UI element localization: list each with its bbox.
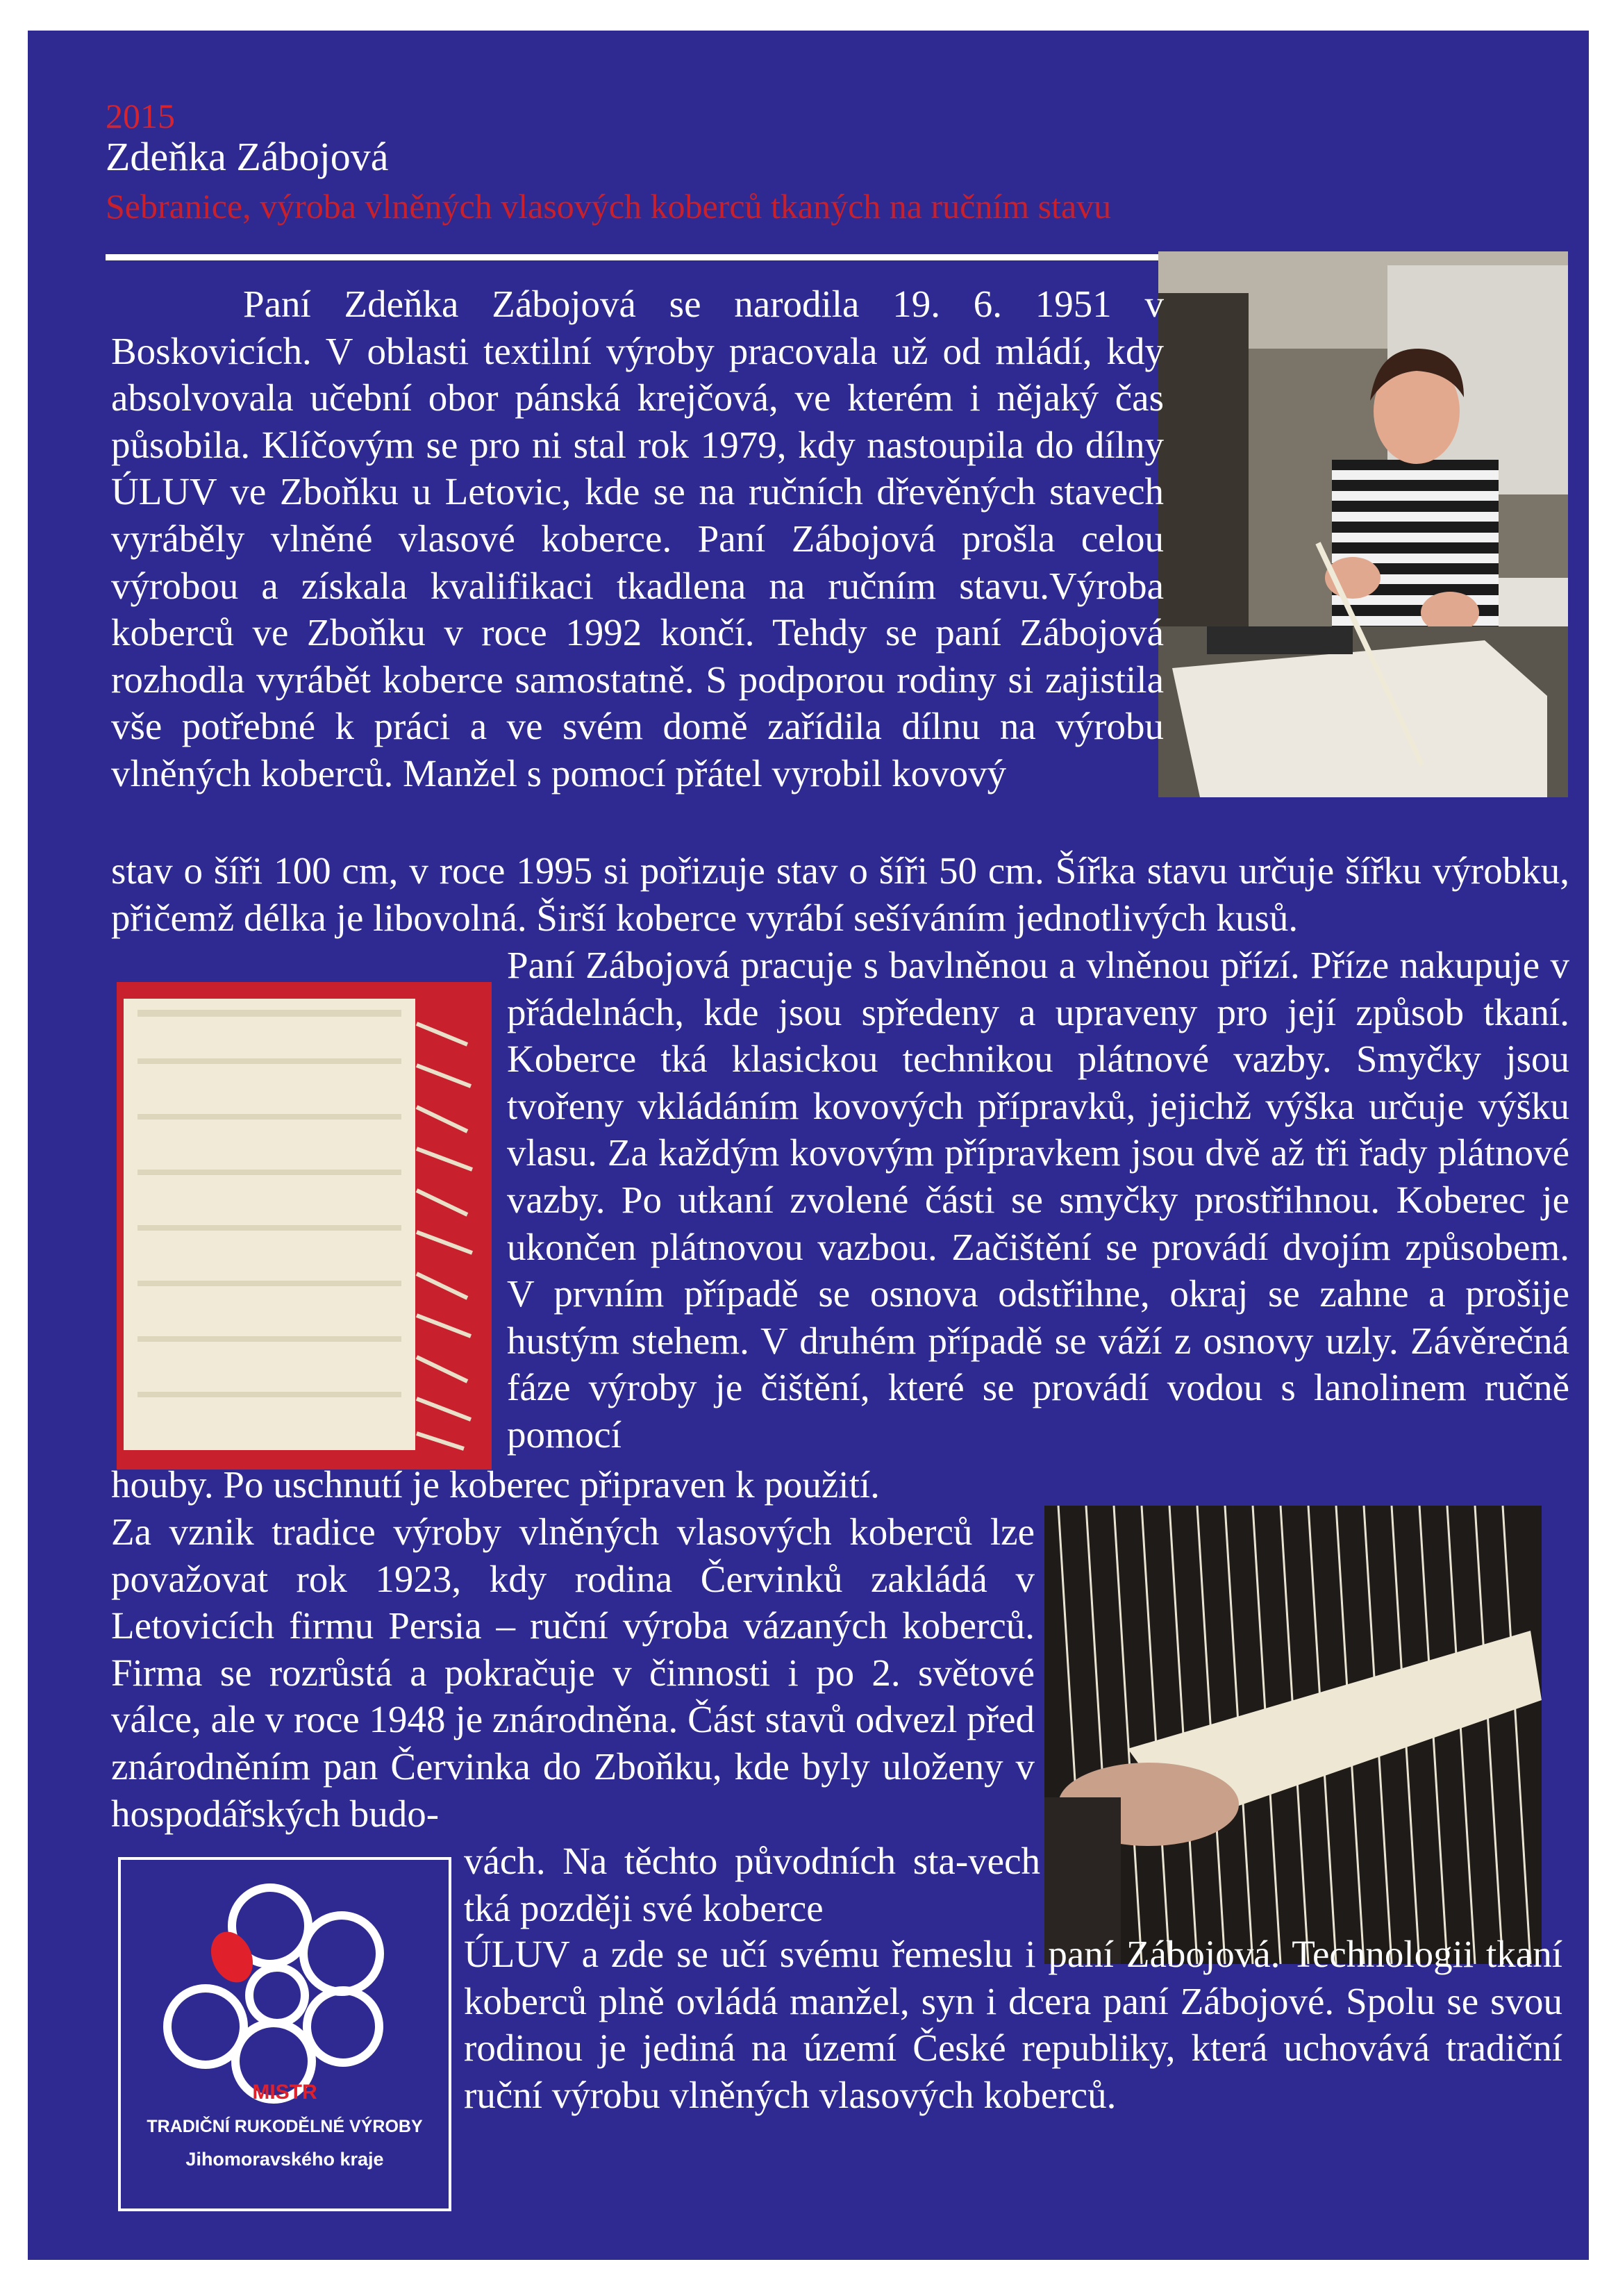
year-label: 2015 [106,97,175,135]
logo-title: MISTR [252,2081,317,2104]
portrait-photo [1158,251,1568,797]
carpet-photo [117,982,492,1470]
paragraph-loom-width: stav o šíři 100 cm, v roce 1995 si pořizuje stav o šíři 50 cm. Šířka stavu určuje šířku výrobku, přičemž délka je libovolná. Širší koberce vyrábí sešíváním jednotlivých kusů. [111,849,1569,939]
logo-line-3: Jihomoravského kraje [185,2149,384,2170]
paragraph-intro: Paní Zdeňka Zábojová se narodila 19. 6. 1951 v Boskovicích. V oblasti textilní výroby pracovala už od mládí, kdy absolvovala učební obor pánská krejčová, ve kterém i nějaký čas působila. Klíčovým se pro ni stal rok 1979, kdy nastoupila do dílny ÚLUV ve Zboňku u Letovic, kde se na ručních dřevěných stavech vyráběly vlněné vlasové koberce. Paní Zábojová prošla celou výrobou a získala kvalifikaci tkadlena na ručním stavu.Výroba koberců ve Zboňku v roce 1992 končí. Tehdy se paní Zábojová rozhodla vyrábět koberce samostatně. S podporou rodiny si zajistila vše potřebné k práci a ve svém domě zařídila dílnu na výrobu vlněných koberců. Manžel s pomocí přátel vyrobil kovový [111,283,1164,795]
paragraph-technique: Paní Zábojová pracuje s bavlněnou a vlněnou přízí. Příze nakupuje v přádelnách, kde jsou spředeny a upraveny pro její způsob tkaní. Koberce tká klasickou technikou plátnové vazby. Smyčky jsou tvořeny vkládáním kovových přípravků, jejichž výška určuje výšku vlasu. Za každým kovovým přípravkem jsou dvě až tři řady plátnové vazby. Po utkaní zvolené části se smyčky prostřihnou. Koberec je ukončen plátnovou vazbou. Začištění se provádí dvojím způsobem. V prvním případě se osnova odstřihne, okraj se zahne a prošije hustým stehem. V druhém případě se váží z osnovy uzly. Závěrečná fáze výroby je čištění, které se provádí vodou s lanolinem ručně pomocí [507,944,1569,1456]
page [28,31,1589,2260]
master-logo [118,1857,451,2211]
paragraph-history-cont: vách. Na těchto původních sta-vech tká později své koberce [464,1840,1040,1929]
paragraph-drying: houby. Po uschnutí je koberec připraven k použití. [111,1463,880,1506]
paragraph-conclusion: ÚLUV a zde se učí svému řemeslu i paní Zábojová. Technologii tkaní koberců plně ovládá manžel, syn i dcera paní Zábojové. Spolu se svou rodinou je jediná na území České republiky, která uchovává tradiční ruční výrobu vlněných vlasových koberců. [464,1933,1562,2116]
person-name: Zdeňka Zábojová [106,134,389,179]
logo-line-2: TRADIČNÍ RUKODĚLNÉ VÝROBY [147,2117,423,2136]
subtitle: Sebranice, výroba vlněných vlasových koberců tkaných na ručním stavu [106,187,1112,226]
flower-icon [121,1860,449,2110]
paragraph-history: Za vznik tradice výroby vlněných vlasových koberců lze považovat rok 1923, kdy rodina Červinků zakládá v Letovicích firmu Persia – ruční výroba vázaných koberců. Firma se rozrůstá a pokračuje v činnosti i po 2. světové válce, ale v roce 1948 je znárodněna. Část stavů odvezl před znárodněním pan Červinka do Zboňku, kde byly uloženy v hospodářských budo- [111,1511,1035,1835]
loom-photo [1044,1506,1542,1964]
